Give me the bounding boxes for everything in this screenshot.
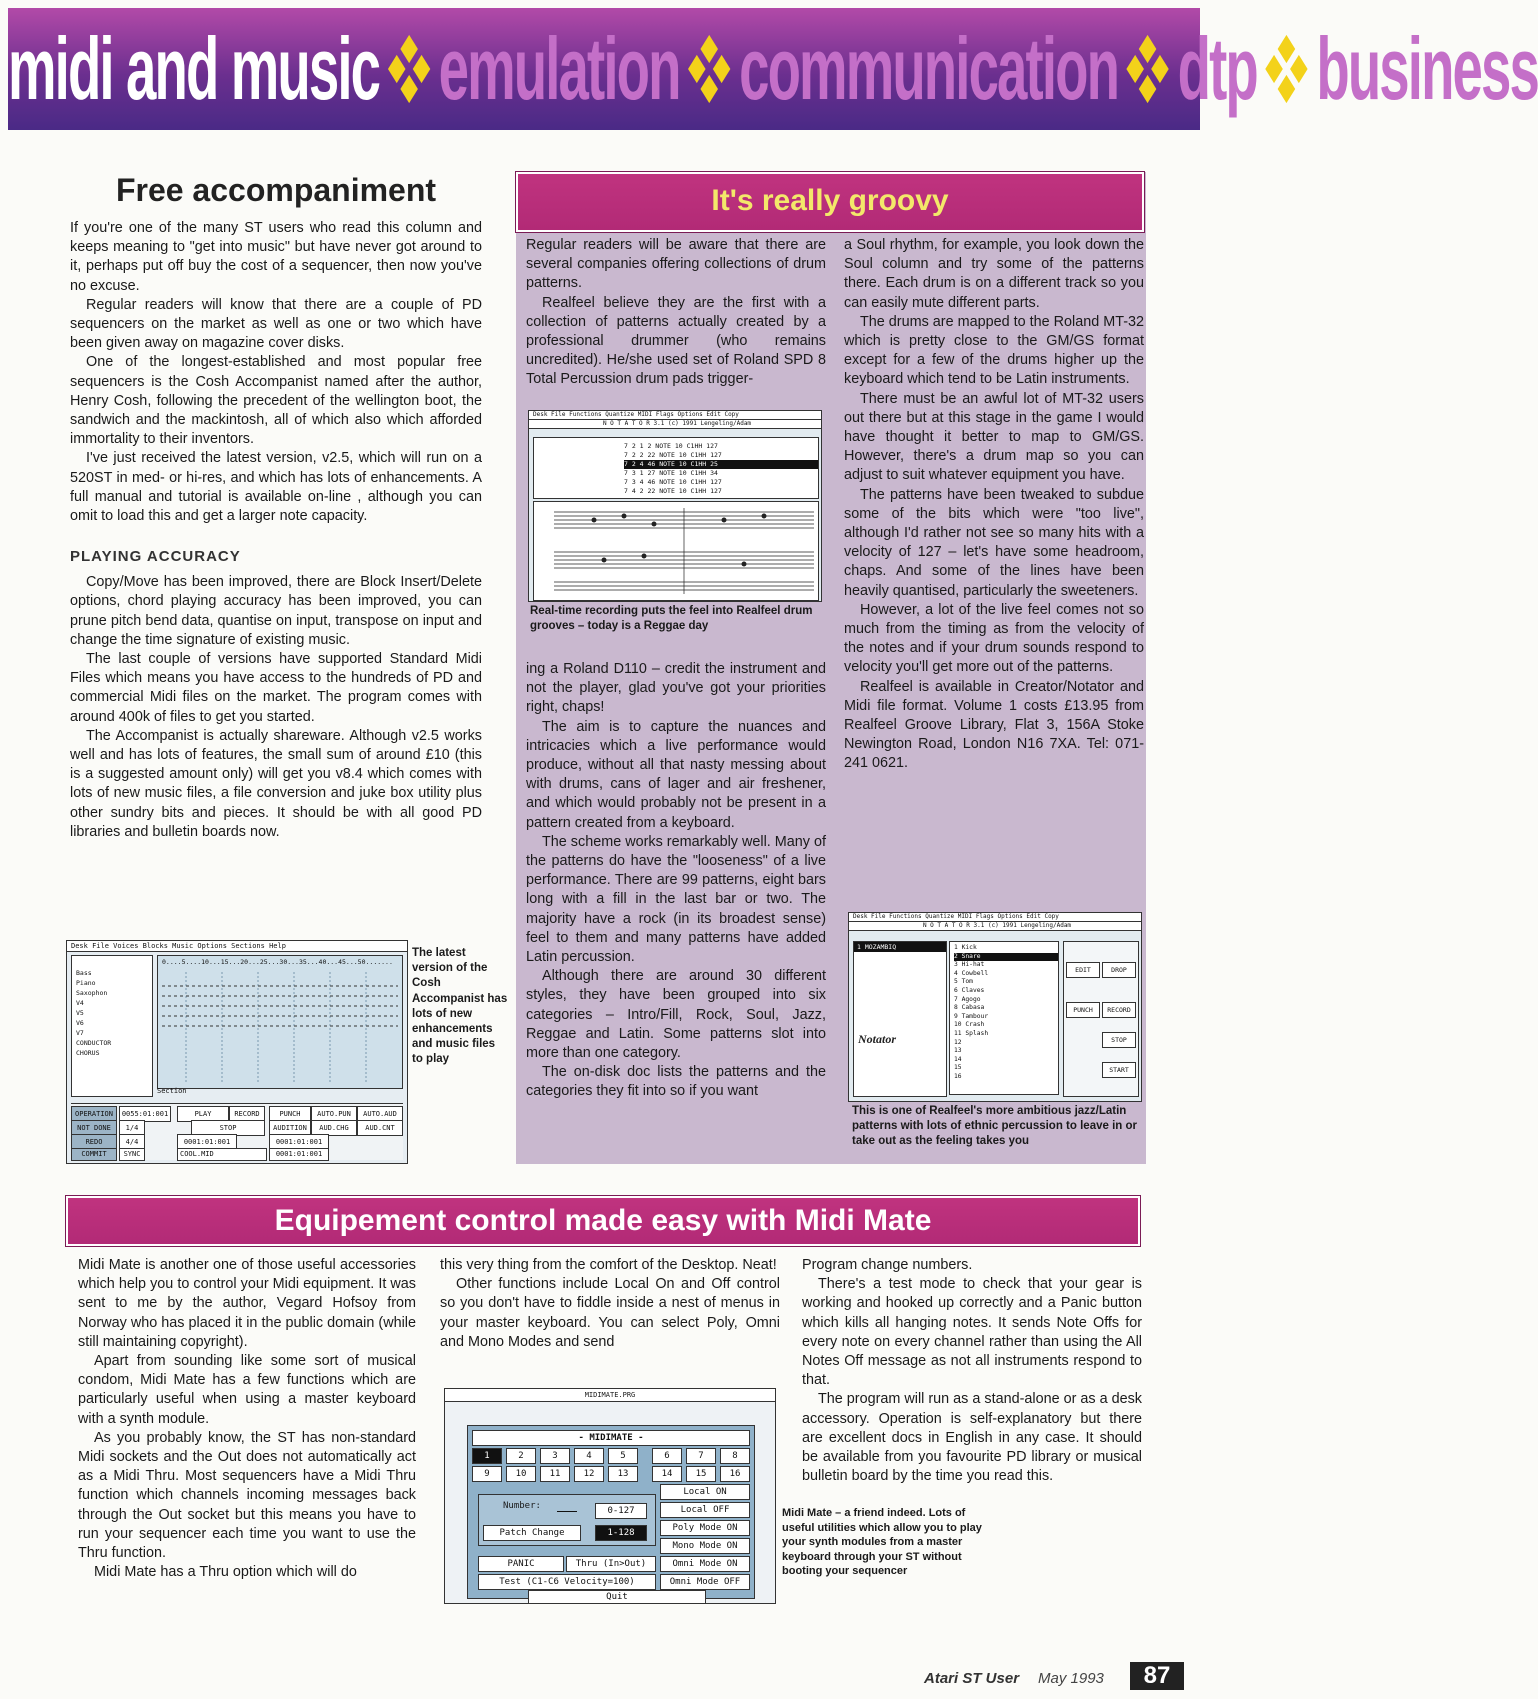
channel-button-4[interactable]: 4 [574, 1448, 604, 1464]
track-name: V7 [76, 1029, 84, 1037]
audition-change-button[interactable]: AUD.CHG [311, 1120, 357, 1136]
groovy-title-bar [516, 172, 1144, 232]
drum-track[interactable]: 12 [954, 1038, 962, 1046]
event-row[interactable]: 7 2 2 22 NOTE 10 C1HH 127 [624, 451, 722, 459]
body-paragraph: Midi Mate is another one of those useful accessories which help you to control your Midi equipment. It was sent to me by the author, Vegard Hofsoy from Norway who has placed it in the public domain (while still maintaining copyright). [78, 1257, 416, 1350]
midimate-screenshot [444, 1388, 776, 1604]
stop-button[interactable]: STOP [191, 1120, 265, 1136]
groovy-col1-top [526, 236, 826, 390]
body-paragraph: this very thing from the comfort of the Desktop. Neat! [440, 1257, 777, 1273]
cosh-accompanist-screenshot [66, 940, 408, 1164]
event-row[interactable]: 7 3 1 27 NOTE 10 C1HH 34 [624, 469, 718, 477]
section-label: Section [157, 1087, 187, 1095]
punch-in-display: 0001:01:001 [269, 1134, 329, 1150]
edit-button[interactable]: EDIT [1066, 962, 1100, 978]
auto-audition-button[interactable]: AUTO.AUD [357, 1106, 403, 1122]
body-paragraph: Midi Mate has a Thru option which will do [94, 1564, 357, 1581]
midimate-col1 [78, 1256, 416, 1582]
diamond-icon [691, 39, 728, 99]
audition-count-button[interactable]: AUD.CNT [357, 1120, 403, 1136]
body-paragraph: As you probably know, the ST has non-standard Midi sockets and the Out does not automatically act as a Midi Thru. Most sequencers have a Midi Thru function which channels incoming messages back through the Out socket but this means you have to run your sequencer each time you want to use the Thru function. [78, 1429, 416, 1562]
magazine-name: Atari ST User [924, 1670, 1020, 1687]
section-dtp[interactable]: dtp [1177, 19, 1257, 118]
body-paragraph: One of the longest-established and most popular free sequencers is the Cosh Accompanist named after the author, Henry Cosh, following the precedent of the wellington boot, the sandwich and the mackintosh, all of which also which afforded immortality to their inventors. [70, 354, 482, 448]
notator-title: N O T A T O R 3.1 (c) 1991 Lengeling/Adam [849, 922, 1141, 931]
midimate-dialog-title: - MIDIMATE - [472, 1430, 750, 1446]
diamond-icon [1129, 39, 1166, 99]
body-paragraph: ing a Roland D110 – credit the instrument and not the player, glad you've got your priorities right, chaps! [526, 661, 826, 716]
body-paragraph: I've just received the latest version, v2.5, which will run on a 520ST in med- or hi-res, and which has lots of enhancements. A full manual and tutorial is available on-line , although you can omit to load this and get a larger note capacity. [70, 450, 482, 525]
arrange-window [853, 941, 947, 1097]
locator-display: 0001:01:001 [177, 1134, 237, 1150]
page-number: 87 [1130, 1662, 1184, 1690]
notator-screenshot-1 [528, 410, 822, 602]
body-paragraph: Realfeel is available in Creator/Notator and Midi file format. Volume 1 costs £13.95 from Realfeel Groove Library, Flat 3, 156A Stoke Newington Road, London N16 7XA. Tel: 071-241 0621. [844, 678, 1144, 772]
local-on-button[interactable]: Local ON [660, 1484, 750, 1500]
midimate-title-bar [66, 1196, 1140, 1246]
section-business[interactable]: business [1316, 19, 1538, 118]
groovy-col1-bottom [526, 660, 826, 1102]
drum-track-list [949, 941, 1059, 1095]
drum-track[interactable]: 1 Kick [954, 944, 977, 951]
transport-panel [71, 1103, 403, 1160]
groovy-col2 [844, 236, 1144, 774]
punch-button[interactable]: PUNCH [1066, 1002, 1100, 1018]
event-row[interactable]: 7 3 4 46 NOTE 10 C1HH 127 [624, 478, 722, 486]
drum-track[interactable]: 4 Cowbell [954, 969, 989, 977]
patch-range-label: 1-128 [595, 1525, 647, 1541]
omni-on-button[interactable]: Omni Mode ON [660, 1556, 750, 1572]
score-graphic [533, 501, 819, 601]
patch-change-button[interactable]: Patch Change [483, 1525, 581, 1541]
not-done-button[interactable]: NOT DONE [71, 1120, 117, 1136]
channel-button-8[interactable]: 8 [720, 1448, 750, 1464]
body-paragraph: Although there are around 30 different styles, they have been grouped into six categories – Intro/Fill, Rock, Soul, Jazz, Reggae and Latin. Some patterns slot into more than one category. [526, 968, 826, 1062]
channel-button-7[interactable]: 7 [686, 1448, 716, 1464]
body-paragraph: The drums are mapped to the Roland MT-32 which is pretty close to the GM/GS format except for a few of the drums higher up the keyboard which tend to be Latin instruments. [844, 313, 1144, 388]
drum-track[interactable]: 13 [954, 1047, 962, 1055]
body-paragraph: Regular readers will be aware that there are several companies offering collections of drum patterns. [526, 237, 826, 292]
drum-track[interactable]: 15 [954, 1064, 962, 1072]
number-label: Number: [503, 1501, 541, 1511]
track-name: V5 [76, 1009, 84, 1017]
range-label: 0-127 [595, 1503, 647, 1519]
drum-track[interactable]: 3 Hi-hat [954, 961, 985, 969]
subheading: PLAYING ACCURACY [70, 548, 241, 566]
track-name: CHORUS [76, 1049, 100, 1057]
omni-off-button[interactable]: Omni Mode OFF [660, 1574, 750, 1590]
midimate-title: Equipement control made easy with Midi Mate [274, 1204, 932, 1237]
channel-button-14[interactable]: 14 [652, 1466, 682, 1482]
track-name: Saxophon [76, 989, 108, 997]
channel-button-2[interactable]: 2 [506, 1448, 536, 1464]
drum-track[interactable]: 7 Agogo [954, 995, 981, 1003]
note-grid-graphic [158, 972, 402, 1084]
local-off-button[interactable]: Local OFF [660, 1502, 750, 1518]
drum-track[interactable]: 10 Crash [954, 1021, 985, 1029]
notator-title: N O T A T O R 3.1 (c) 1991 Lengeling/Adam [529, 420, 821, 429]
body-paragraph: However, a lot of the live feel comes not so much from the timing as from the velocity of the notes and if your drum sounds respond to velocity you'll get more out of the patterns. [844, 601, 1144, 676]
track-list [71, 955, 153, 1097]
channel-button-9[interactable]: 9 [472, 1466, 502, 1482]
groovy-title: It's really groovy [711, 184, 949, 217]
filename-field[interactable]: COOL.MID [177, 1148, 267, 1161]
section-midi-music[interactable]: midi and music [8, 19, 380, 118]
channel-button-15[interactable]: 15 [686, 1466, 716, 1482]
midimate-col2 [440, 1256, 780, 1352]
body-paragraph: If you're one of the many ST users who read this column and keeps meaning to "get into music" but have never got around to it, perhaps put off buy the cost of a sequencer, then now you've no excuse. [70, 220, 482, 294]
drum-track[interactable]: 9 Tambour [954, 1012, 989, 1020]
body-paragraph: Other functions include Local On and Off control so you don't have to fiddle inside a nest of menus in your master keyboard. You can select Poly, Omni and Mono Modes and send [440, 1276, 780, 1350]
redo-button[interactable]: REDO [71, 1134, 117, 1150]
record-button[interactable]: RECORD [229, 1106, 265, 1122]
body-paragraph: The last couple of versions have supported Standard Midi Files which means you have access to the hundreds of PD and commercial Midi files on the market. The program comes with around 400k of files to get you started. [70, 651, 482, 725]
body-paragraph: Program change numbers. [802, 1257, 973, 1273]
body-paragraph: There's a test mode to check that your gear is working and hooked up correctly and a Panic button which kills all hanging notes. It sends Note Offs for every note on every channel rather than using the All Notes Off message as not all instruments respond to that. [802, 1276, 1142, 1389]
body-paragraph: Apart from sounding like some sort of musical condom, Midi Mate has a few functions which are particularly useful when using a master keyboard with a synth module. [78, 1353, 416, 1427]
drum-track[interactable]: 11 Splash [954, 1029, 989, 1037]
midimate-col3 [802, 1256, 1142, 1486]
patch-panel [478, 1494, 656, 1546]
section-communication[interactable]: communication [739, 19, 1119, 118]
punch-out-display: 0001:01:001 [269, 1148, 329, 1161]
body-paragraph: a Soul rhythm, for example, you look down the Soul column and try some of the patterns there. Each drum is on a different track so you can easily mute different parts. [844, 237, 1144, 311]
channel-button-3[interactable]: 3 [540, 1448, 570, 1464]
event-row[interactable]: 7 4 2 22 NOTE 10 C1HH 127 [624, 487, 722, 495]
quit-button[interactable]: Quit [528, 1590, 706, 1604]
panic-button[interactable]: PANIC [478, 1556, 564, 1572]
drum-track[interactable]: 5 Tom [954, 978, 973, 986]
diamond-icon [390, 39, 427, 99]
window-filename: MIDIMATE.PRG [445, 1389, 775, 1402]
time-signature-display[interactable]: 4/4 [119, 1134, 145, 1150]
quantise-display[interactable]: 1/4 [119, 1120, 145, 1136]
record-button[interactable]: RECORD [1102, 1002, 1136, 1018]
notator-logo: Notator [858, 1032, 897, 1046]
play-button[interactable]: PLAY [177, 1106, 229, 1122]
channel-button-5[interactable]: 5 [608, 1448, 638, 1464]
notator-caption-2: This is one of Realfeel's more ambitious jazz/Latin patterns with lots of ethnic percussion to leave in or take out as the feeling takes you [852, 1105, 1137, 1147]
mono-mode-button[interactable]: Mono Mode ON [660, 1538, 750, 1554]
section-strip [8, 8, 1538, 130]
body-paragraph: The scheme works remarkably well. Many of the patterns do have the "looseness" of a live performance. There are 99 patterns, eight bars long with a fill in the last bar or two. The majority have a rock (in its broadest sense) feel to them and many patterns have added Latin percussion. [526, 833, 826, 966]
drum-track[interactable]: 16 [954, 1072, 962, 1080]
drum-track[interactable]: 6 Claves [954, 986, 985, 994]
body-paragraph: Copy/Move has been improved, there are Block Insert/Delete options, chord playing accuracy has been improved, you can prune pitch bend data, quantise on input, transpose on input and change the time signature of existing music. [70, 574, 482, 648]
auto-punch-button[interactable]: AUTO.PUN [311, 1106, 357, 1122]
free-accompaniment-article [70, 172, 482, 842]
event-list [533, 437, 819, 499]
track-name: Bass [76, 969, 92, 977]
test-button[interactable]: Test (C1-C6 Velocity=100) [478, 1574, 656, 1590]
position-display: 0055:01:001 [119, 1106, 171, 1122]
section-emulation[interactable]: emulation [438, 19, 680, 118]
midimate-dialog [467, 1425, 755, 1602]
channel-button-11[interactable]: 11 [540, 1466, 570, 1482]
channel-button-12[interactable]: 12 [574, 1466, 604, 1482]
drum-track[interactable]: 14 [954, 1055, 962, 1063]
poly-mode-button[interactable]: Poly Mode ON [660, 1520, 750, 1536]
midimate-caption: Midi Mate – a friend indeed. Lots of useful utilities which allow you to play your synth modules from a master keyboard through your ST without booting your sequencer [782, 1507, 982, 1578]
stop-button[interactable]: STOP [1102, 1032, 1136, 1048]
ruler: 0....5....10...15...20...25...30...35...40...45...50....... [162, 958, 393, 966]
operation-button[interactable]: OPERATION [71, 1106, 117, 1122]
channel-button-16[interactable]: 16 [720, 1466, 750, 1482]
body-paragraph: The program will run as a stand-alone or as a desk accessory. Operation is self-explanatory but there are excellent docs in English in any case. It should be available from you favourite PD library or musical bulletin board by the time you read this. [802, 1391, 1142, 1485]
start-button[interactable]: START [1102, 1062, 1136, 1078]
diamond-icon [1268, 39, 1305, 99]
body-paragraph: There must be an awful lot of MT-32 users out there but at this stage in the game I would have thought it better to map to GM/GS. However, there's a drum map so you can adjust to suit whatever equipment you have. [844, 390, 1144, 484]
commit-button[interactable]: COMMIT [71, 1148, 117, 1161]
channel-button-1[interactable]: 1 [472, 1448, 502, 1464]
menu-bar: Desk File Functions Quantize MIDI Flags Options Edit Copy [849, 913, 1141, 922]
channel-button-10[interactable]: 10 [506, 1466, 536, 1482]
punch-button[interactable]: PUNCH [269, 1106, 311, 1122]
body-paragraph: The Accompanist is actually shareware. Although v2.5 works well and has lots of features, the small sum of around £10 (this is a suggested amount only) will get you v8.4 which comes with lots of new music files, a file conversion and juke box utility plus other sundry bits and pieces. It should be with all good PD libraries and bulletin boards now. [70, 727, 482, 840]
track-name: V6 [76, 1019, 84, 1027]
drop-button[interactable]: DROP [1102, 962, 1136, 978]
notator-screenshot-2 [848, 912, 1142, 1102]
track-name: V4 [76, 999, 84, 1007]
menu-bar: Desk File Functions Quantize MIDI Flags Options Edit Copy [529, 411, 821, 420]
event-row[interactable]: 7 2 4 46 NOTE 10 C1HH 25 [624, 460, 818, 469]
track-name: Piano [76, 979, 96, 987]
body-paragraph: Realfeel believe they are the first with a collection of patterns actually created by a professional drummer (who remains uncredited). He/she used set of Roland SPD 8 Total Percussion drum pads trigger- [526, 294, 826, 388]
music-grid [157, 955, 403, 1089]
article-title: Free accompaniment [115, 172, 437, 208]
body-paragraph: Regular readers will know that there are a couple of PD sequencers on the market as well as one or two which have been given away on magazine cover disks. [70, 296, 482, 352]
notator-caption-1: Real-time recording puts the feel into Realfeel drum grooves – today is a Reggae day [530, 605, 813, 632]
drum-track[interactable]: 2 Snare [954, 953, 1058, 962]
section-banner [8, 8, 1538, 130]
thru-button[interactable]: Thru (In>Out) [566, 1556, 656, 1572]
number-field[interactable] [557, 1511, 577, 1512]
cosh-caption: The latest version of the Cosh Accompanist has lots of new enhancements and music files to play [412, 947, 508, 1066]
body-paragraph: The patterns have been tweaked to subdue some of the bits which were "too live", although I'd rather not see so many hits with a velocity of 127 – let's have some headroom, chaps. And some of the lines have been heavily quantised, particularly the sweeteners. [844, 486, 1144, 599]
side-panel [1063, 941, 1139, 1097]
sync-button[interactable]: SYNC [119, 1148, 145, 1161]
event-row[interactable]: 7 2 1 2 NOTE 10 C1HH 127 [624, 442, 718, 450]
drum-track[interactable]: 8 Cabasa [954, 1004, 985, 1012]
body-paragraph: The on-disk doc lists the patterns and the categories they fit into so if you want [526, 1064, 826, 1100]
body-paragraph: The aim is to capture the nuances and intricacies which a live performance would produce, without all that nasty messing about with drums, cans of lager and air freshener, and which would probably not be present in a pattern created from a keyboard. [526, 718, 826, 831]
audition-button[interactable]: AUDITION [269, 1120, 311, 1136]
footer [924, 1662, 1200, 1692]
channel-button-6[interactable]: 6 [652, 1448, 682, 1464]
issue-date: May 1993 [1038, 1670, 1104, 1687]
arrange-pattern[interactable]: 1 MOZAMBIQ [854, 942, 946, 952]
track-name: CONDUCTOR [76, 1039, 112, 1047]
menu-bar: Desk File Voices Blocks Music Options Sections Help [67, 941, 407, 952]
channel-button-13[interactable]: 13 [608, 1466, 638, 1482]
